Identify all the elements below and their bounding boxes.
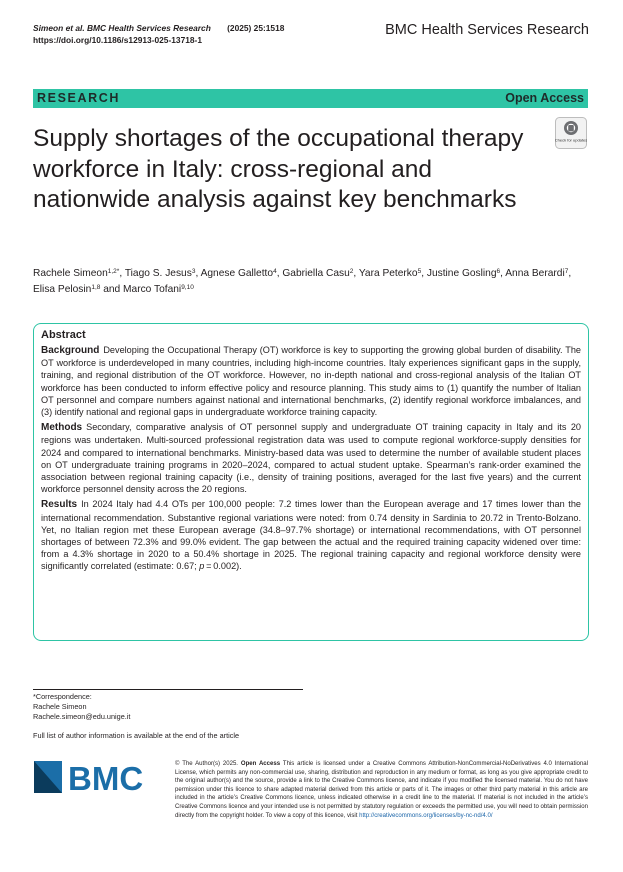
- citation-header: [33, 23, 284, 46]
- badge-text: Check for updates: [555, 137, 587, 143]
- open-access-label: Open Access: [505, 91, 584, 105]
- author-affiliation: 6: [496, 268, 501, 275]
- author-name: Elisa Pelosin: [33, 283, 92, 295]
- abstract-results: [41, 498, 581, 572]
- author-affiliation: 1,2*: [107, 268, 120, 275]
- bmc-logo: [34, 759, 156, 795]
- correspondence-email[interactable]: Rachele.simeon@edu.unige.it: [33, 712, 131, 721]
- footnote-divider: [33, 689, 303, 690]
- citation-volume: (2025) 25:1518: [227, 23, 285, 33]
- journal-name: BMC Health Services Research: [385, 22, 589, 38]
- author-name: Agnese Galletto: [200, 268, 274, 279]
- author-affiliation: 4: [273, 268, 277, 275]
- correspondence: [33, 692, 130, 722]
- section-label: RESEARCH: [37, 91, 120, 105]
- license-text: [175, 760, 588, 820]
- author-name: Justine Gosling: [426, 268, 497, 279]
- abstract-background: [41, 344, 581, 418]
- results-text: In 2024 Italy had 4.4 OTs per 100,000 people: 7.2 times lower than the European average and 17 times lower than the international recommendation. Substantive regional variations were noted: from 0.74 density in Sardinia to 20.72 in Trento-Bolzano. Yet, no Italian region met these European average (34.8–97.7% shortage) or international recommendations, with OT personnel shortages of between 72.3% and 99.0% evident. The gap between the actual and the required training capacity widened over time: from a 4.3% shortage in 2020 to a 50.4% shortage in 2025. The regional training capacity and regional workforce density were significantly correlated (estimate: 0.67; p = 0.002).: [41, 499, 581, 572]
- license-body: This article is licensed under a Creative Commons Attribution-NonCommercial-NoDerivatives 4.0 International License, which permits any non-commercial use, sharing, distribution and reproduction in any medium or format, as long as you give appropriate credit to the original author(s) and the source, provide a link to the Creative Commons licence, and indicate if you modified the licensed material. You do not have permission under this licence to share adapted material derived from this article or parts of it. The images or other third party material in this article are included in the article’s Creative Commons licence, unless indicated otherwise in a credit line to the material. If material is not included in the article’s Creative Commons licence and your intended use is not permitted by statutory regulation or exceeds the permitted use, you will need to obtain permission directly from the copyright holder. To view a copy of this licence, visit: [175, 761, 588, 819]
- author-name: Marco Tofani: [123, 283, 182, 295]
- background-text: Developing the Occupational Therapy (OT) workforce is key to supporting the growing global burden of disability. The OT workforce is underdeveloped in many countries, including high-income countries. Italy experiences significant gaps in the supply, training, and regional distribution of the OT workforce. However, no in-depth national and cross-regional analysis of the Italian OT workforce has been conducted to inform effective policy and resource planning. This study aims to (1) quantify the number of Italian OT personnel and compare numbers against national and international benchmarks, (2) identify regional workforce imbalances, and (3) identify national and regional gaps in undergraduate workforce training capacity.: [41, 345, 581, 418]
- section-banner: [33, 89, 588, 108]
- correspondence-name: Rachele Simeon: [33, 702, 87, 711]
- author-affiliation: 1,8: [91, 283, 101, 291]
- author-affiliation: 9,10: [181, 283, 194, 291]
- author-name: Gabriella Casu: [282, 268, 350, 279]
- abstract-methods: [41, 421, 581, 495]
- author-affiliation: 7: [564, 268, 569, 275]
- logo-text: BMC: [68, 760, 144, 795]
- author-name: Anna Berardi: [505, 268, 565, 279]
- author-list: Rachele Simeon$^{1,2*}$, Tiago S. Jesus$^3$, Agnese Galletto$^4$, Gabriella Casu$^2$, Yara Peterko$^5$, Justine Gosling$^6$, Anna Berardi$^7$, Elisa Pelosin$^{1,8}$ and Marco Tofani$^{9,10}$: [33, 268, 572, 295]
- author-affiliation: 2: [349, 268, 354, 275]
- author-name: Tiago S. Jesus: [124, 268, 192, 279]
- author-name: Rachele Simeon: [33, 268, 108, 279]
- citation-line: [33, 23, 284, 35]
- author-name: Yara Peterko: [358, 268, 418, 279]
- results-label: Results: [41, 499, 78, 511]
- license-link[interactable]: http://creativecommons.org/licenses/by-nc-nd/4.0/: [359, 812, 493, 819]
- license-open-access: Open Access: [240, 761, 281, 767]
- check-for-updates-icon: [555, 117, 587, 149]
- citation-authors: Simeon et al.: [33, 23, 85, 33]
- bmc-logo-mark: [34, 759, 156, 795]
- background-label: Background: [41, 345, 100, 356]
- article-title: Supply shortages of the occupational therapy workforce in Italy: cross-regional and nationwide analysis against key benchmarks: [33, 125, 524, 213]
- abstract-box: [33, 323, 589, 641]
- check-for-updates-badge[interactable]: [555, 117, 587, 149]
- citation-journal: BMC Health Services Research: [87, 23, 211, 33]
- correspondence-label: *Correspondence:: [33, 692, 92, 701]
- author-affiliation: 5: [417, 268, 422, 275]
- full-list-note: Full list of author information is available at the end of the article: [33, 731, 240, 740]
- author-affiliation: 3: [191, 268, 196, 275]
- methods-text: Secondary, comparative analysis of OT personnel supply and undergraduate OT training capacity in Italy and its 20 regions was undertaken. Multi-sourced professional registration data was used to compute regional workforce-supply densities for 2024 and compared to international benchmarks. Ministry-based data was used to determine the number of available student places on OT undergraduate training programs in 2020–2024, compared to actual student uptake. Spearman’s rank-order examined the association between regional training capacity (i.e., density of training positions, averaged for the last five years) and the current workforce personnel density across the 20 regions.: [41, 422, 581, 495]
- methods-label: Methods: [41, 422, 83, 434]
- doi-link[interactable]: https://doi.org/10.1186/s12913-025-13718-1: [33, 34, 202, 45]
- abstract-heading: Abstract: [41, 329, 86, 341]
- license-copyright: © The Author(s) 2025.: [175, 761, 238, 767]
